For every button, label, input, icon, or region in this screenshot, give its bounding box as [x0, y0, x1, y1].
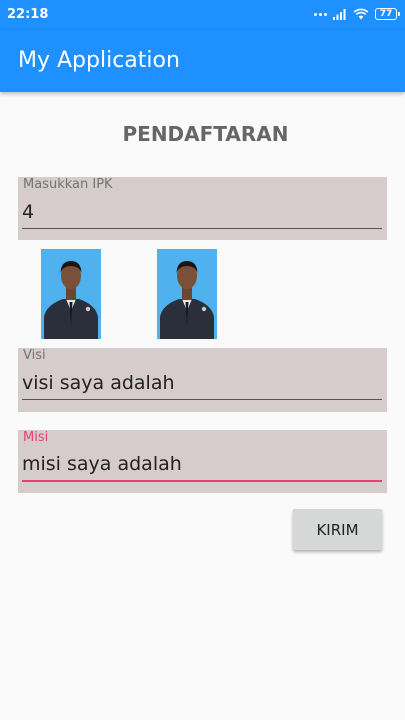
more-dots-icon	[314, 13, 327, 16]
student-photo	[41, 249, 101, 339]
submit-button[interactable]: KIRIM	[293, 509, 382, 550]
status-icons	[314, 6, 397, 22]
page-title: PENDAFTARAN	[122, 122, 289, 146]
visi-input[interactable]	[22, 366, 382, 400]
visi-field-container	[18, 348, 387, 412]
student-photo	[157, 249, 217, 339]
signal-icon	[333, 8, 347, 20]
misi-field-container	[18, 430, 387, 493]
battery-icon	[375, 8, 397, 20]
status-bar	[0, 0, 405, 30]
misi-input[interactable]	[22, 448, 382, 482]
misi-field-label: Misi	[23, 430, 49, 445]
app-title: My Application	[18, 48, 180, 73]
ipk-input[interactable]	[22, 195, 382, 229]
app-bar	[0, 30, 405, 92]
battery-level: 77	[379, 9, 393, 19]
wifi-icon	[353, 8, 369, 20]
status-time: 22:18	[7, 7, 49, 22]
ipk-field-container	[18, 177, 387, 240]
visi-field-label: Visi	[23, 348, 46, 363]
ipk-field-label: Masukkan IPK	[23, 177, 113, 192]
